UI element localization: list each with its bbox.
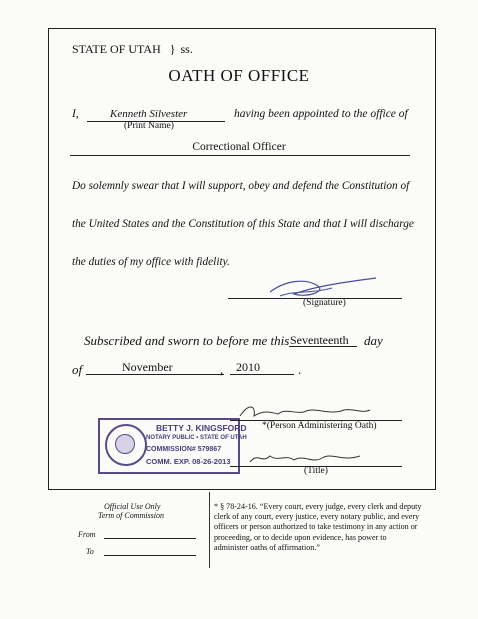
- year-value: 2010: [236, 360, 260, 374]
- title-caption: (Title): [304, 466, 328, 476]
- document-title: OATH OF OFFICE: [168, 66, 310, 85]
- appointed-text: having been appointed to the office of: [234, 108, 408, 120]
- to-field: [104, 555, 196, 556]
- brace: }: [169, 42, 176, 56]
- statute-footnote: * § 78-24-16. “Every court, every judge, every clerk and deputy clerk of any court, every justice, every notary public, and every officers or person authorized to take testimony in any action or proceeding, or to decide upon evidence, has power to administer oaths of affirmation.”: [214, 502, 422, 552]
- notary-expiration: COMM. EXP. 08-26-2013: [146, 457, 231, 466]
- day-value: Seventeenth: [290, 333, 349, 347]
- print-name-value: Kenneth Silvester: [110, 108, 188, 120]
- period: .: [298, 362, 302, 377]
- state-label: STATE OF UTAH: [72, 42, 161, 56]
- sworn-text: Subscribed and sworn to before me this: [84, 333, 290, 348]
- oath-line-3: the duties of my office with fidelity.: [72, 256, 230, 268]
- notary-title: NOTARY PUBLIC • STATE OF UTAH: [146, 435, 247, 441]
- bottom-divider: [209, 492, 210, 568]
- signature-caption: (Signature): [303, 298, 346, 308]
- from-field: [104, 538, 196, 539]
- term-of-commission-label: Term of Commission: [98, 511, 164, 520]
- from-label: From: [78, 530, 96, 539]
- to-label: To: [86, 547, 94, 556]
- comma: ,: [220, 362, 224, 377]
- i-label: I,: [72, 108, 79, 120]
- notary-stamp: [98, 418, 247, 474]
- oath-line-2: the United States and the Constitution of this State and that I will discharge: [72, 218, 414, 230]
- notary-commission: COMMISSION# 579867: [146, 446, 222, 453]
- state-seal-emblem: [105, 424, 147, 466]
- ss-label: ss.: [180, 42, 193, 56]
- print-name-caption: (Print Name): [124, 121, 174, 131]
- of-label: of: [72, 362, 83, 377]
- notary-name: BETTY J. KINGSFORD: [156, 423, 247, 433]
- oath-line-1: Do solemnly swear that I will support, obey and defend the Constitution of: [72, 180, 410, 192]
- day-label: day: [364, 333, 383, 348]
- administering-caption: *(Person Administering Oath): [262, 421, 377, 431]
- office-underline: [70, 155, 410, 156]
- office-value: Correctional Officer: [192, 141, 286, 153]
- state-heading: [72, 42, 193, 57]
- official-use-label: Official Use Only: [104, 502, 161, 511]
- month-value: November: [122, 360, 173, 374]
